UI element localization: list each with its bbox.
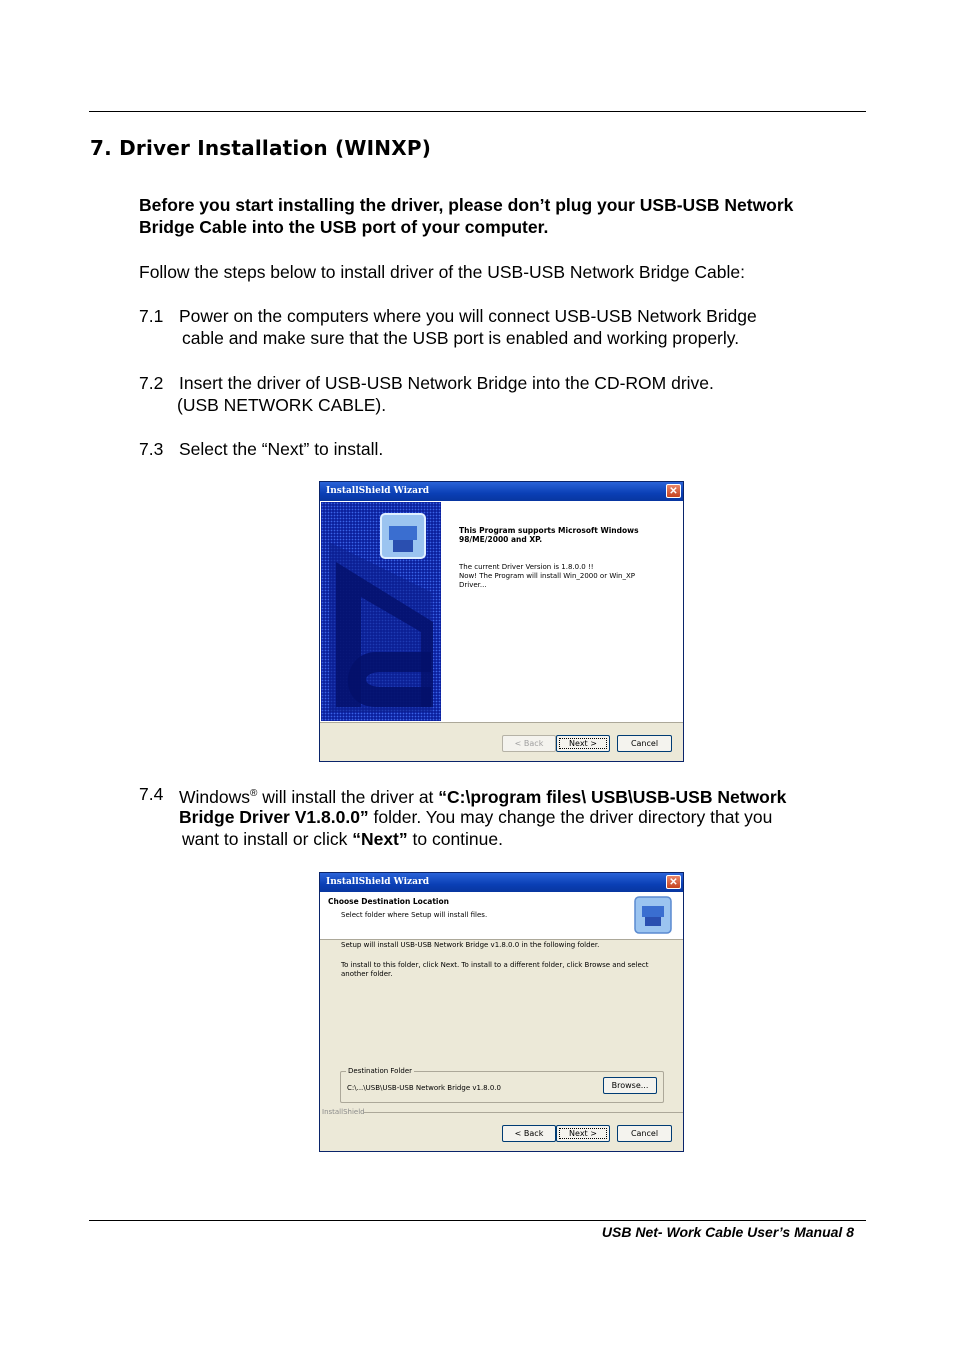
header-title: Choose Destination Location bbox=[328, 897, 449, 906]
setup-banner-image bbox=[321, 502, 441, 721]
header-rule bbox=[89, 111, 866, 112]
next-emphasis: “Next” bbox=[352, 829, 408, 849]
dialog-title: InstallShield Wizard bbox=[326, 486, 430, 496]
destination-folder-group bbox=[340, 1067, 664, 1103]
destination-folder-path: C:\...\USB\USB-USB Network Bridge v1.8.0.0 bbox=[347, 1084, 501, 1092]
install-path-part-2: Bridge Driver V1.8.0.0” bbox=[179, 807, 369, 827]
installshield-footer-line bbox=[364, 1112, 683, 1113]
driver-version-message: The current Driver Version is 1.8.0.0 !! bbox=[459, 563, 594, 571]
step-7-2-line-2: (USB NETWORK CABLE). bbox=[177, 395, 387, 415]
back-button[interactable]: < Back bbox=[502, 1125, 556, 1142]
installshield-dialog-welcome bbox=[319, 481, 684, 762]
install-target-message: Now! The Program will install Win_2000 or Win_XP bbox=[459, 572, 635, 580]
step-7-4-number: 7.4 bbox=[139, 784, 164, 804]
step-7-2-number: 7.2 bbox=[139, 373, 164, 393]
next-button[interactable]: Next > bbox=[556, 735, 610, 752]
step-7-1-line-2: cable and make sure that the USB port is enabled and working properly. bbox=[182, 328, 740, 348]
step-7-1-number: 7.1 bbox=[139, 306, 164, 326]
step-7-4-line-2 bbox=[179, 806, 772, 828]
step-7-1-line-1: Power on the computers where you will connect USB-USB Network Bridge bbox=[179, 306, 757, 326]
dialog-title: InstallShield Wizard bbox=[326, 877, 430, 887]
step-7-3-number: 7.3 bbox=[139, 439, 164, 459]
support-message-bold-1: This Program supports Microsoft Windows bbox=[459, 526, 639, 535]
installshield-logo-icon bbox=[634, 896, 672, 934]
cancel-button[interactable]: Cancel bbox=[617, 1125, 672, 1142]
back-button[interactable]: < Back bbox=[502, 735, 556, 752]
intro-text: Follow the steps below to install driver of the USB-USB Network Bridge Cable: bbox=[139, 262, 745, 282]
cancel-button[interactable]: Cancel bbox=[617, 735, 672, 752]
dialog-titlebar bbox=[320, 873, 683, 892]
install-path-part-1: “C:\program files\ USB\USB-USB Network bbox=[438, 786, 787, 807]
close-icon[interactable]: ✕ bbox=[666, 875, 681, 889]
next-button[interactable]: Next > bbox=[556, 1125, 610, 1142]
installshield-logo-icon bbox=[321, 502, 441, 721]
section-heading: 7. Driver Installation (WINXP) bbox=[90, 136, 432, 160]
setup-info-line: Setup will install USB-USB Network Bridge v1.8.0.0 in the following folder. bbox=[341, 941, 600, 949]
page-footer: USB Net- Work Cable User’s Manual 8 bbox=[601, 1224, 854, 1240]
windows-text: Windows bbox=[179, 786, 250, 807]
browse-button[interactable]: Browse... bbox=[603, 1077, 657, 1094]
install-instructions-line-2: another folder. bbox=[341, 970, 393, 978]
registered-mark: ® bbox=[250, 788, 258, 799]
dialog-body bbox=[320, 501, 683, 722]
change-directory-text: folder. You may change the driver directory that you bbox=[368, 807, 773, 827]
warning-line-2: Bridge Cable into the USB port of your computer. bbox=[139, 217, 549, 237]
install-instructions-line-1: To install to this folder, click Next. To install to a different folder, click Browse and select bbox=[341, 961, 649, 969]
dialog-header-panel bbox=[320, 892, 683, 940]
install-or-click-text: want to install or click bbox=[182, 829, 353, 849]
footer-rule bbox=[89, 1220, 866, 1221]
step-7-3-line-1: Select the “Next” to install. bbox=[179, 439, 384, 459]
header-subtitle: Select folder where Setup will install files. bbox=[341, 911, 488, 919]
support-message-bold-2: 98/ME/2000 and XP. bbox=[459, 535, 543, 544]
installshield-footer-label: InstallShield bbox=[322, 1108, 365, 1116]
warning-line-1: Before you start installing the driver, please don’t plug your USB-USB Network bbox=[139, 195, 794, 215]
close-icon[interactable]: ✕ bbox=[666, 484, 681, 498]
installshield-dialog-destination bbox=[319, 872, 684, 1152]
step-7-4-line-1 bbox=[179, 783, 786, 808]
dialog-titlebar bbox=[320, 482, 683, 501]
install-at-text: will install the driver at bbox=[257, 786, 439, 807]
step-7-2-line-1: Insert the driver of USB-USB Network Bridge into the CD-ROM drive. bbox=[179, 373, 714, 393]
step-7-4-line-3 bbox=[182, 828, 503, 850]
continue-text: to continue. bbox=[407, 829, 503, 849]
destination-folder-label: Destination Folder bbox=[348, 1067, 413, 1075]
driver-message: Driver... bbox=[459, 581, 487, 589]
dialog-footer-separator bbox=[320, 722, 683, 723]
